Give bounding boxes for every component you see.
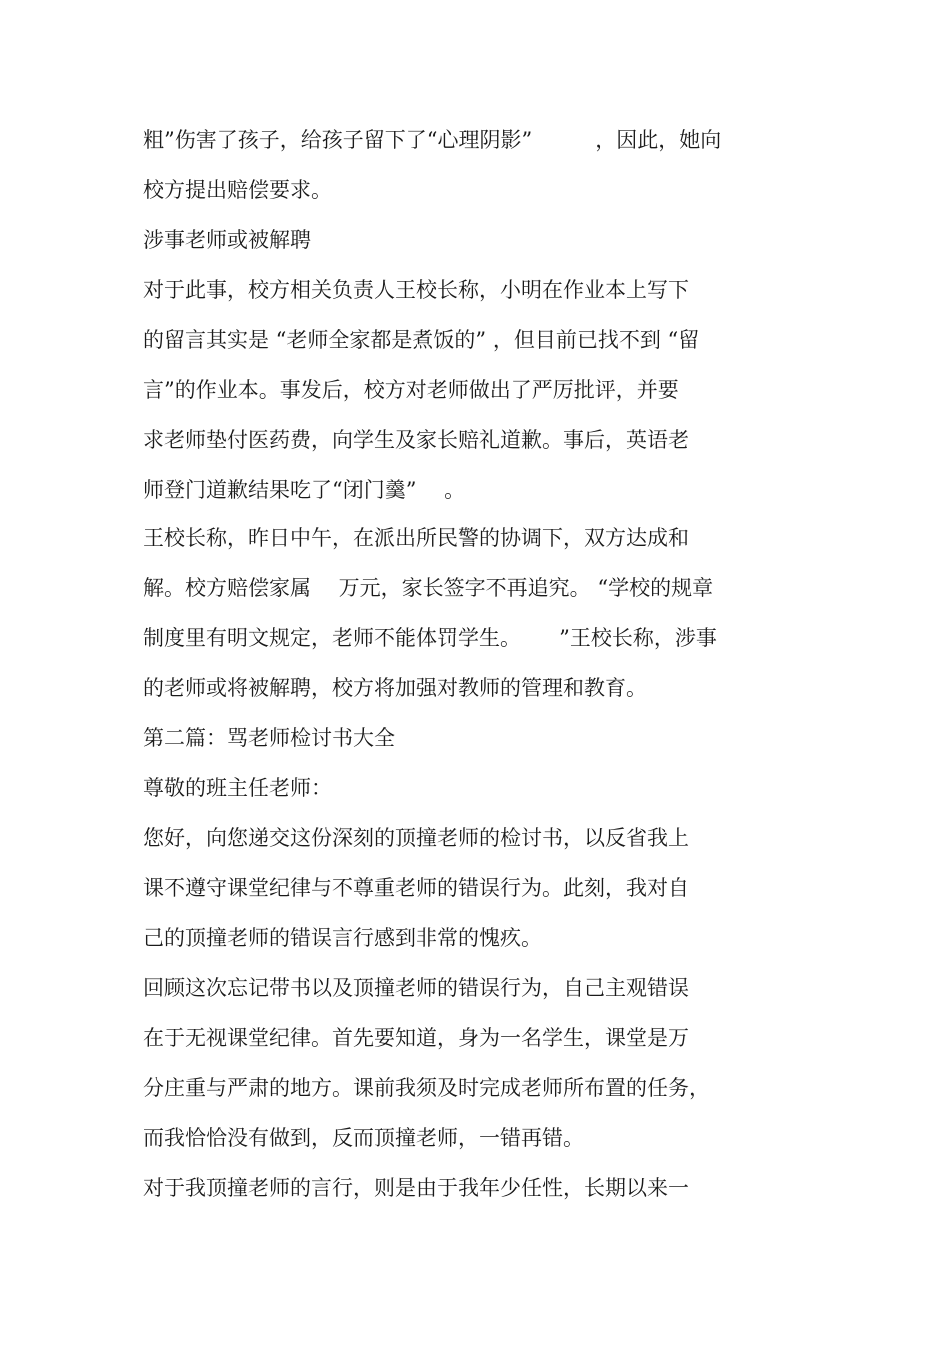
text-line: 解。校方赔偿家属 万元，家长签字不再追究。 “学校的规章 <box>143 576 714 600</box>
text-line: 回顾这次忘记带书以及顶撞老师的错误行为，自己主观错误 <box>143 976 689 1000</box>
text-line: 您好，向您递交这份深刻的顶撞老师的检讨书，以反省我上 <box>143 826 689 850</box>
text-line: 校方提出赔偿要求。 <box>143 178 332 202</box>
text-line: 师登门道歉结果吃了“闭门羹” 。 <box>143 478 466 502</box>
text-line: 而我恰恰没有做到，反而顶撞老师，一错再错。 <box>143 1126 584 1150</box>
text-line: 王校长称，昨日中午，在派出所民警的协调下，双方达成和 <box>143 526 689 550</box>
text-line: 己的顶撞老师的错误言行感到非常的愧疚。 <box>143 926 542 950</box>
salutation: 尊敬的班主任老师： <box>143 776 332 800</box>
text-line: 粗”伤害了孩子，给孩子留下了“心理阴影” ，因此，她向 <box>143 128 722 152</box>
text-line: 求老师垫付医药费，向学生及家长赔礼道歉。事后，英语老 <box>143 428 689 452</box>
text-line: 言”的作业本。事发后，校方对老师做出了严厉批评，并要 <box>143 378 679 402</box>
text-line: 在于无视课堂纪律。首先要知道，身为一名学生，课堂是万 <box>143 1026 689 1050</box>
text-line: 分庄重与严肃的地方。课前我须及时完成老师所布置的任务， <box>143 1076 710 1100</box>
text-line: 对于我顶撞老师的言行，则是由于我年少任性，长期以来一 <box>143 1176 689 1200</box>
section-heading: 第二篇：骂老师检讨书大全 <box>143 726 395 750</box>
section-heading: 涉事老师或被解聘 <box>143 228 311 252</box>
text-line: 的老师或将被解聘，校方将加强对教师的管理和教育。 <box>143 676 647 700</box>
text-line: 对于此事，校方相关负责人王校长称，小明在作业本上写下 <box>143 278 689 302</box>
text-line: 课不遵守课堂纪律与不尊重老师的错误行为。此刻，我对自 <box>143 876 689 900</box>
text-line: 的留言其实是 “老师全家都是煮饭的” ，但目前已找不到 “留 <box>143 328 700 352</box>
text-line: 制度里有明文规定，老师不能体罚学生。 ”王校长称，涉事 <box>143 626 717 650</box>
